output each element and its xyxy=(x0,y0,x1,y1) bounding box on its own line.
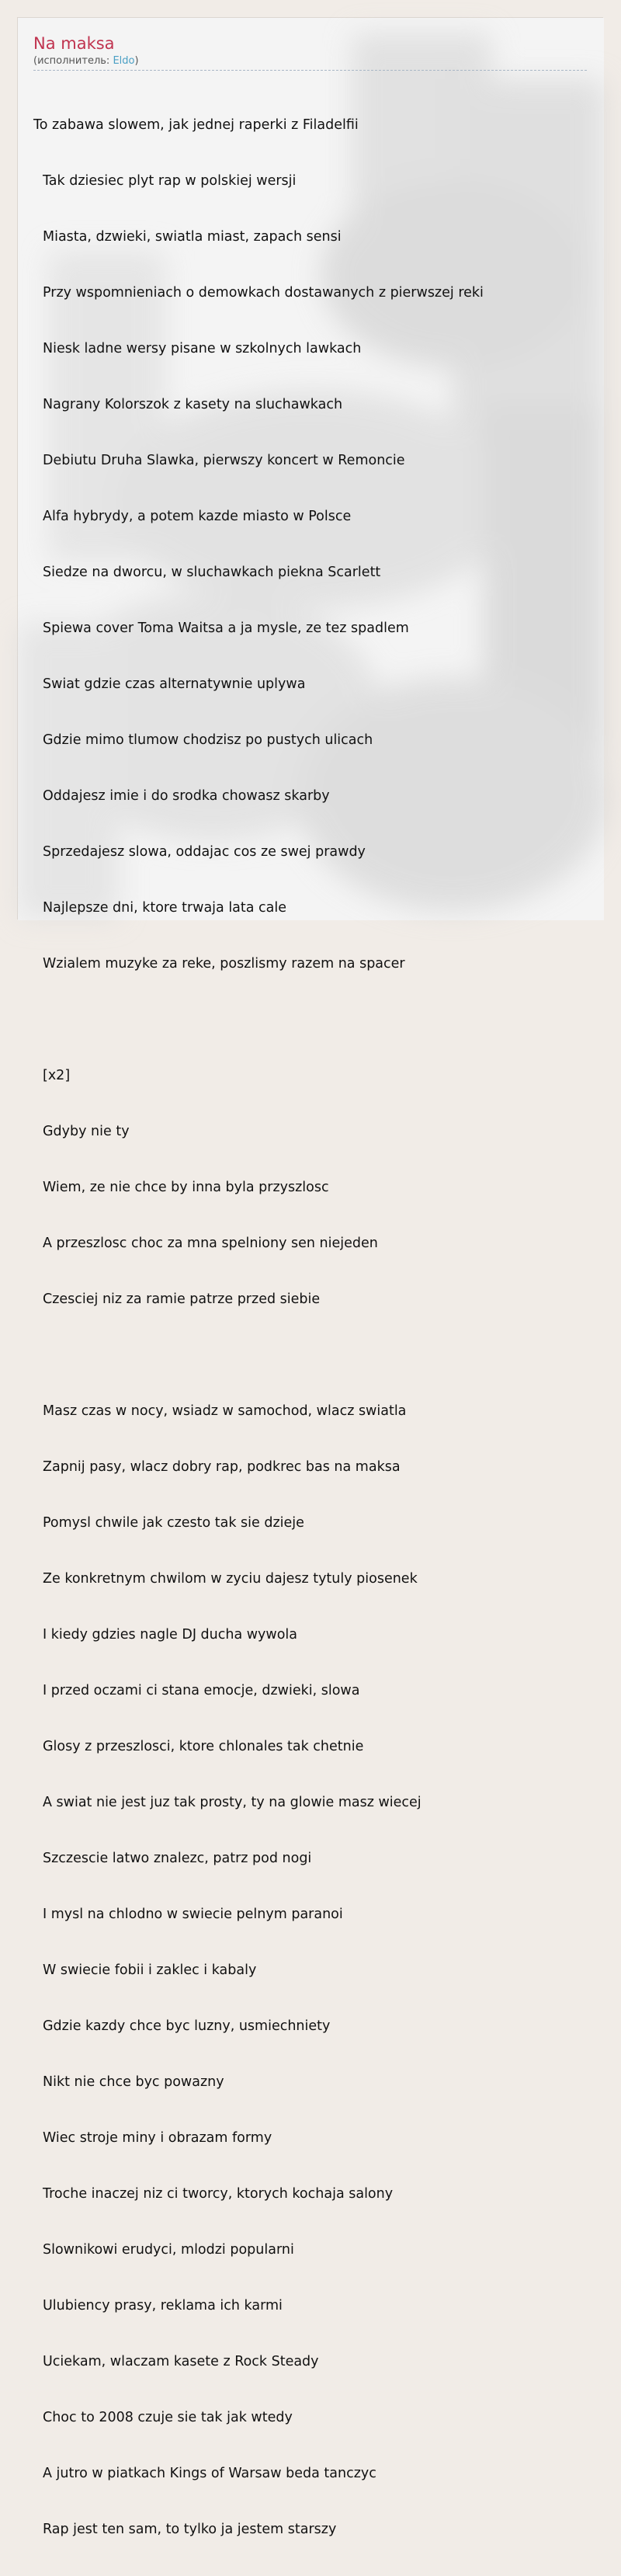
lyric-line: Gdzie kazdy chce byc luzny, usmiechniety xyxy=(43,2018,331,2034)
lyric-line: Spiewa cover Toma Waitsa a ja mysle, ze tez spadlem xyxy=(43,621,409,636)
lyric-line: Wiem, ze nie chce by inna byla przyszlosc xyxy=(43,1180,329,1195)
lyric-line: Alfa hybrydy, a potem kazde miasto w Polsce xyxy=(43,509,352,524)
song-content xyxy=(18,18,602,2576)
divider xyxy=(33,70,587,71)
performer-suffix: ) xyxy=(134,55,139,67)
lyric-line: Tak dziesiec plyt rap w polskiej wersji xyxy=(43,173,297,189)
lyric-line: I przed oczami ci stana emocje, dzwieki, slowa xyxy=(43,1683,360,1698)
lyric-line: A jutro w piatkach Kings of Warsaw beda tanczyc xyxy=(43,2466,376,2481)
blank-line xyxy=(33,1010,587,1029)
lyric-line: Debiutu Druha Slawka, pierwszy koncert w Remoncie xyxy=(43,453,405,468)
lyric-line: Rap jest ten sam, to tylko ja jestem starszy xyxy=(43,2522,337,2537)
lyric-line: Troche inaczej niz ci tworcy, ktorych kochaja salony xyxy=(43,2186,394,2202)
lyric-line: Przy wspomnieniach o demowkach dostawanych z pierwszej reki xyxy=(43,285,484,301)
lyric-line: Ulubiency prasy, reklama ich karmi xyxy=(43,2298,283,2314)
lyric-line: Ze konkretnym chwilom w zyciu dajesz tytuly piosenek xyxy=(43,1571,418,1587)
lyrics-card xyxy=(17,17,603,2537)
lyric-line: I mysl na chlodno w swiecie pelnym paranoi xyxy=(43,1907,343,1922)
performer-line xyxy=(33,54,587,68)
lyric-line: Masz czas w nocy, wsiadz w samochod, wlacz swiatla xyxy=(43,1403,407,1419)
lyric-line: Swiat gdzie czas alternatywnie uplywa xyxy=(43,676,306,692)
lyric-line: Sprzedajesz slowa, oddajac cos ze swej prawdy xyxy=(43,844,366,860)
lyric-line: Gdyby nie ty xyxy=(43,1124,130,1139)
lyric-line: Szczescie latwo znalezc, patrz pod nogi xyxy=(43,1851,312,1866)
lyric-line: Nikt nie chce byc powazny xyxy=(43,2074,224,2090)
lyric-line: Uciekam, wlaczam kasete z Rock Steady xyxy=(43,2354,319,2369)
lyric-line: Pomysl chwile jak czesto tak sie dzieje xyxy=(43,1515,304,1531)
lyric-line: Nagrany Kolorszok z kasety na sluchawkach xyxy=(43,397,343,412)
lyric-line: Miasta, dzwieki, swiatla miast, zapach sensi xyxy=(43,229,342,245)
lyric-line: Zapnij pasy, wlacz dobry rap, podkrec bas na maksa xyxy=(43,1459,401,1475)
lyric-line: Gdzie mimo tlumow chodzisz po pustych ulicach xyxy=(43,732,373,748)
lyric-line: Najlepsze dni, ktore trwaja lata cale xyxy=(43,900,287,916)
blank-line xyxy=(33,1346,587,1364)
lyric-line: W swiecie fobii i zaklec i kabaly xyxy=(43,1962,257,1978)
lyric-line: Siedze na dworcu, w sluchawkach piekna Scarlett xyxy=(43,565,381,580)
lyric-line: Niesk ladne wersy pisane w szkolnych lawkach xyxy=(43,341,362,356)
performer-prefix: (исполнитель: xyxy=(33,55,113,67)
lyric-line: Czesciej niz za ramie patrze przed siebie xyxy=(43,1291,321,1307)
lyric-line: Wzialem muzyke za reke, poszlismy razem na spacer xyxy=(43,956,405,972)
lyric-line: A przeszlosc choc za mna spelniony sen niejeden xyxy=(43,1236,378,1251)
lyric-line: Glosy z przeszlosci, ktore chlonales tak chetnie xyxy=(43,1739,364,1754)
lyric-line: Choc to 2008 czuje sie tak jak wtedy xyxy=(43,2410,293,2425)
lyric-line: A swiat nie jest juz tak prosty, ty na glowie masz wiecej xyxy=(43,1795,422,1810)
lyric-line: I kiedy gdzies nagle DJ ducha wywola xyxy=(43,1627,298,1643)
performer-link[interactable]: Eldo xyxy=(113,55,135,67)
lyric-line: To zabawa slowem, jak jednej raperki z Filadelfii xyxy=(33,117,359,133)
lyric-line: Oddajesz imie i do srodka chowasz skarby xyxy=(43,788,330,804)
lyric-line: Slownikowi erudyci, mlodzi popularni xyxy=(43,2242,294,2258)
song-title: Na maksa xyxy=(33,34,115,53)
lyrics-text xyxy=(33,78,587,2576)
chorus-marker: [x2] xyxy=(43,1068,71,1083)
lyric-line: Wiec stroje miny i obrazam formy xyxy=(43,2130,272,2146)
